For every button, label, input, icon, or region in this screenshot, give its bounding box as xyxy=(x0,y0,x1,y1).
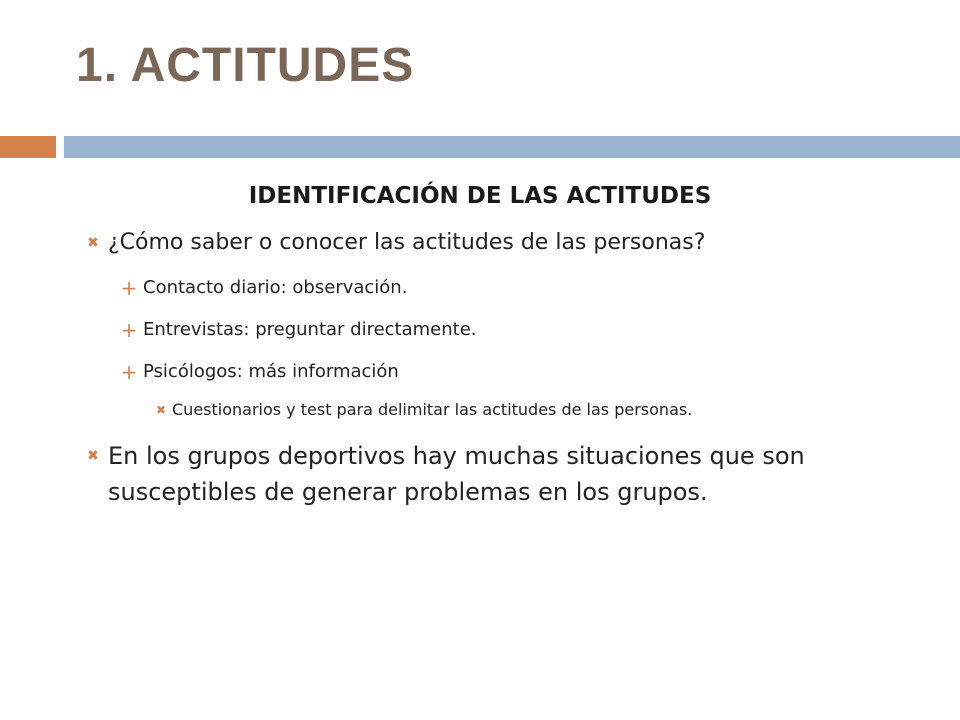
sub-bullet-item xyxy=(115,316,875,344)
accent-bar-right xyxy=(64,136,960,158)
bullet-text: ¿Cómo saber o conocer las actitudes de las personas? xyxy=(108,230,706,255)
plus-bullet-icon: + xyxy=(120,318,138,342)
sub-bullet-text: Entrevistas: preguntar directamente. xyxy=(143,319,477,340)
slide-title: 1. ACTITUDES xyxy=(76,39,415,92)
bullet-item xyxy=(78,438,878,510)
x-bullet-icon: ✖ xyxy=(155,403,167,417)
sub-bullet-item xyxy=(115,358,875,386)
sub-bullet-text: Contacto diario: observación. xyxy=(143,277,408,298)
sub-bullet-text: Psicólogos: más información xyxy=(143,361,399,382)
sub-sub-bullet-item xyxy=(150,398,910,422)
bullet-text: En los grupos deportivos hay muchas situaciones que son susceptibles de generar problemas en los grupos. xyxy=(108,442,805,506)
x-bullet-icon: ✖ xyxy=(87,235,99,251)
plus-bullet-icon: + xyxy=(120,276,138,300)
plus-bullet-icon: + xyxy=(120,360,138,384)
sub-sub-bullet-text: Cuestionarios y test para delimitar las actitudes de las personas. xyxy=(172,400,693,419)
section-heading: IDENTIFICACIÓN DE LAS ACTITUDES xyxy=(248,183,712,209)
slide-content xyxy=(0,170,960,510)
x-bullet-icon: ✖ xyxy=(87,448,99,464)
accent-bar-left xyxy=(0,136,56,158)
bullet-item xyxy=(78,226,878,260)
sub-bullet-item xyxy=(115,274,875,302)
